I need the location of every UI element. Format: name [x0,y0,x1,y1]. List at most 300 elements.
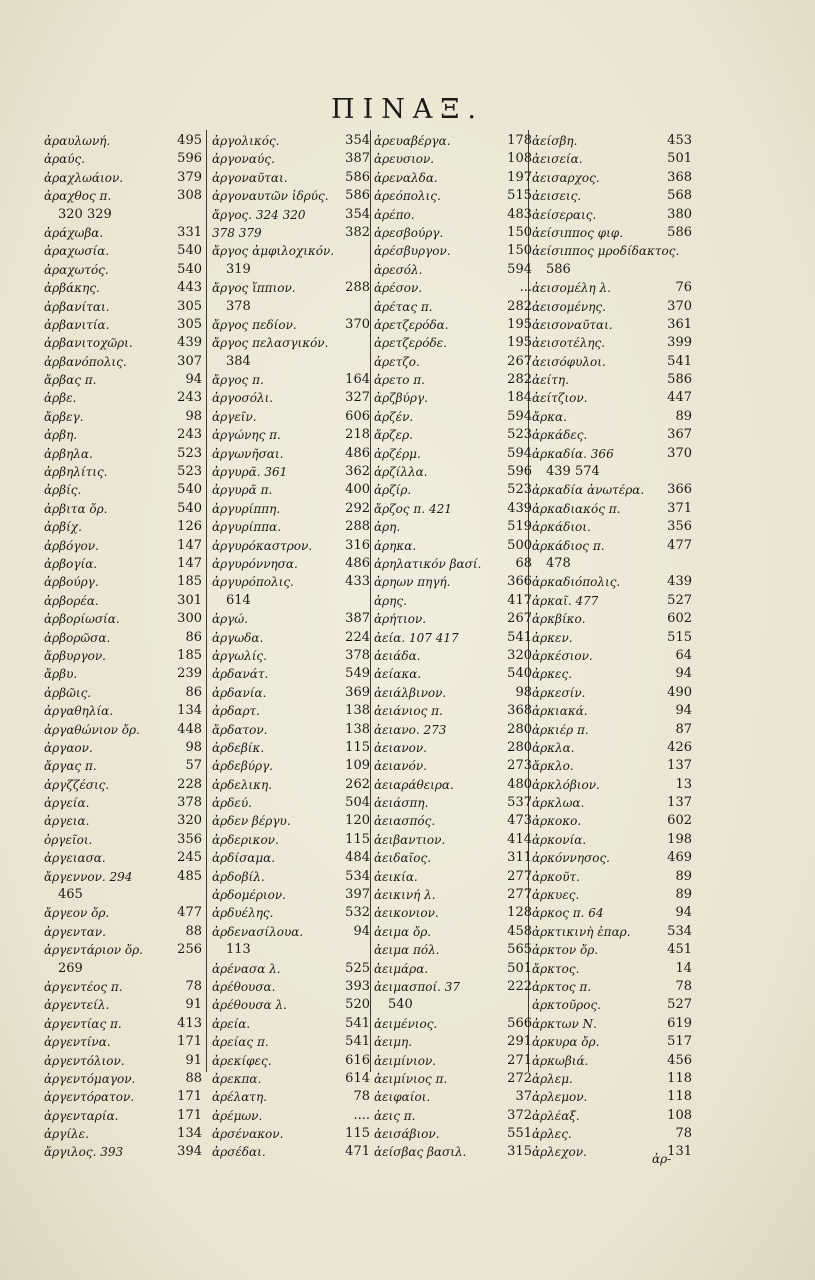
entry-page-number: 57 [185,758,202,774]
entry-page-number: 501 [507,960,532,976]
entry-page-number: 307 [177,353,202,369]
index-entry [212,1088,370,1106]
entry-headword: ἀρδομέριον. [212,888,286,903]
index-entry [532,831,692,849]
entry-headword: ἀργενταν. [44,924,106,939]
entry-page-number: 315 [507,1144,532,1160]
entry-headword: ἀρετζο. [374,354,420,369]
entry-headword: ἀρήτιον. [374,612,427,627]
index-entry [44,334,202,352]
entry-headword: ἀειάνιος π. [374,704,443,719]
entry-headword: ἀρλεμ. [532,1071,573,1086]
entry-headword: ἀειάδα. [374,648,421,663]
index-entry [44,904,202,922]
index-entry [374,518,532,536]
entry-page-number: 458 [507,923,532,939]
entry-page-number: 361 [667,316,692,332]
entry-headword: ἀρκεσίν. [532,685,586,700]
index-entry [374,408,532,426]
entry-headword: ἀείακα. [374,667,422,682]
entry-headword: ἀειμα ὄρ. [374,924,432,939]
entry-headword: ἀρεκίφες. [212,1053,272,1068]
entry-headword: ἀρδανία. [212,685,267,700]
entry-headword: ἀργοσόλι. [212,391,274,406]
entry-headword: ἄρζος π. 421 [374,501,452,516]
entry-page-number: 532 [345,905,370,921]
entry-page-number: 282 [507,298,532,314]
index-entry [212,794,370,812]
index-entry [212,481,370,499]
entry-headword: ἀργοναῦται. [212,170,288,185]
index-entry [532,481,692,499]
entry-page-number: 568 [667,188,692,204]
entry-page-number: 387 [345,611,370,627]
index-entry [44,206,202,224]
index-entry [44,463,202,481]
entry-headword: ἄργεον ὄρ. [44,906,110,921]
entry-headword: ἀργυρίππη. [212,501,281,516]
entry-headword: ἀρλεχον. [532,1145,587,1160]
entry-page-number: 486 [345,555,370,571]
entry-page-number: 91 [185,1052,202,1068]
entry-headword: ἄργος ἀμφιλοχικόν. [212,244,335,259]
index-entry [532,555,692,573]
entry-page-number: 483 [507,206,532,222]
index-entry [212,187,370,205]
index-entry [374,463,532,481]
entry-headword: ἀρδυέλης. [212,906,274,921]
entry-page-number: 282 [507,372,532,388]
entry-page-number: 88 [185,923,202,939]
index-entry [532,132,692,150]
entry-page-number: 354 [345,206,370,222]
entry-page-number: 87 [675,721,692,737]
entry-headword: ἀρβανιτοχῶρι. [44,336,133,351]
index-entry [532,849,692,867]
index-entry [374,298,532,316]
entry-page-number: 98 [515,684,532,700]
entry-page-number: 311 [507,850,532,866]
entry-page-number: 280 [507,721,532,737]
entry-page-number [688,463,692,481]
entry-headword: ἀργίλε. [44,1127,89,1142]
entry-headword: ἀργζζέσις. [44,777,110,792]
entry-headword: ἀργεντόλιον. [44,1053,125,1068]
index-entry [374,960,532,978]
index-entry [532,776,692,794]
entry-page-number: 426 [667,739,692,755]
entry-page-number: 88 [185,1070,202,1086]
entry-page-number: 413 [177,1015,202,1031]
entry-headword: ἀρβογία. [44,556,98,571]
entry-headword: ἀεισαρχος. [532,170,600,185]
entry-headword: ἀειασπός. [374,814,436,829]
entry-headword: 465 [58,887,83,903]
entry-page-number: 197 [507,169,532,185]
entry-headword: ἀρκωβιά. [532,1053,589,1068]
entry-headword: ἄργος. 324 320 [212,207,306,222]
entry-page-number: 565 [507,942,532,958]
entry-headword: ἀρκτικινὴ ἐπαρ. [532,924,631,939]
entry-headword: ἀειάσπη. [374,796,429,811]
entry-headword: ἀρκοῦτ. [532,869,580,884]
entry-page-number: 78 [675,1126,692,1142]
entry-page-number: 540 [507,666,532,682]
entry-page-number: 272 [507,1070,532,1086]
entry-headword: ἀργυρόπολις. [212,575,294,590]
index-entry [212,757,370,775]
entry-page-number: 138 [345,703,370,719]
index-entry [44,298,202,316]
index-entry [44,629,202,647]
entry-headword: ἀρβη. [44,428,78,443]
entry-headword: ἄργος πεδίον. [212,317,297,332]
entry-page-number: 185 [177,647,202,663]
index-entry [374,647,532,665]
index-entry [44,261,202,279]
entry-headword: ἀειμασποί. 37 [374,979,461,994]
entry-headword: ἀρβόγον. [44,538,99,553]
entry-page-number: 471 [345,1144,370,1160]
entry-page-number: 271 [507,1052,532,1068]
entry-headword: ἀρβανίται. [44,299,110,314]
entry-headword: ἀρετζερόδα. [374,317,449,332]
index-entry [374,279,532,297]
index-entry [532,150,692,168]
entry-page-number: 13 [675,776,692,792]
entry-headword: ἀρκέσιον. [532,648,593,663]
entry-headword: 439 574 [546,464,600,480]
index-entry [374,445,532,463]
entry-headword: ἀραυλωνή. [44,134,111,148]
index-entry [532,721,692,739]
index-column-4 [532,132,692,1162]
entry-page-number [366,261,370,279]
index-entry [212,776,370,794]
entry-page-number: 378 [177,795,202,811]
entry-headword: 614 [226,592,251,608]
entry-headword: ἀρεόπολις. [374,189,441,204]
index-entry [212,371,370,389]
index-entry [212,629,370,647]
entry-headword: ἀργαθώνιον ὄρ. [44,722,140,737]
index-entry [44,665,202,683]
index-entry [532,684,692,702]
entry-page-number: 549 [345,666,370,682]
index-entry [532,187,692,205]
index-entry [212,904,370,922]
entry-headword: ἀργοναύς. [212,152,275,167]
index-entry [532,334,692,352]
entry-page-number: 614 [345,1070,370,1086]
entry-headword: ἀρκτοῦρος. [532,998,601,1013]
entry-headword: ἀεισάβιον. [374,1127,440,1142]
entry-headword: ἀρκυες. [532,888,580,903]
entry-headword: ἀειαράθειρα. [374,777,454,792]
entry-page-number: 534 [667,923,692,939]
index-entry [212,353,370,371]
entry-page-number: 305 [177,316,202,332]
entry-headword: ἀργυρίππα. [212,520,282,535]
entry-headword: ἀργεντείλ. [44,998,110,1013]
index-entry [374,592,532,610]
entry-headword: ἀρέθουσα. [212,979,276,994]
entry-page-number: 280 [507,739,532,755]
entry-headword: ἄργιλος. 393 [44,1145,124,1160]
entry-headword: ἄρκα. [532,409,567,424]
index-entry [212,665,370,683]
entry-page-number: 602 [667,813,692,829]
entry-page-number: 94 [675,905,692,921]
index-entry [44,481,202,499]
index-entry [212,1052,370,1070]
entry-headword: ἀρέμων. [212,1108,263,1123]
entry-page-number: 305 [177,298,202,314]
entry-page-number: 515 [667,629,692,645]
page-title: ΠΙΝΑΞ. [331,94,484,125]
index-entry [44,1107,202,1125]
entry-headword: ἀεισόφυλοι. [532,354,606,369]
entry-headword: 586 [546,261,571,277]
index-entry [44,978,202,996]
index-entry [212,996,370,1014]
entry-headword: ἀρσένακον. [212,1127,284,1142]
entry-headword: ἀργενταρία. [44,1108,119,1123]
entry-page-number: 68 [515,555,532,571]
column-rule [206,130,207,1072]
entry-page-number: 89 [675,868,692,884]
entry-page-number: 477 [177,905,202,921]
entry-headword: ἀείτζιον. [532,391,588,406]
entry-headword: ἀεισοναῦται. [532,317,613,332]
column-rule [370,130,371,1072]
entry-page-number: 527 [667,997,692,1013]
entry-headword: ἀράχωβα. [44,225,104,240]
index-entry [212,684,370,702]
entry-headword: ἀρδαρτ. [212,704,260,719]
index-entry [44,996,202,1014]
entry-page-number: 520 [345,997,370,1013]
index-entry [44,886,202,904]
entry-page-number: 362 [345,464,370,480]
entry-headword: ἀρδίσαμα. [212,851,276,866]
index-entry [374,702,532,720]
entry-headword: ἄργεννον. 294 [44,869,133,884]
index-entry [374,389,532,407]
entry-headword: ἀείσβη. [532,134,578,148]
index-entry [374,776,532,794]
entry-page-number: 397 [345,887,370,903]
index-entry [532,868,692,886]
index-entry [44,647,202,665]
entry-page-number: 527 [667,592,692,608]
index-entry [532,206,692,224]
entry-headword: ἀργεντάριον ὄρ. [44,943,143,958]
index-entry [532,1088,692,1106]
entry-page-number: 184 [507,390,532,406]
index-entry [44,794,202,812]
index-entry [44,1143,202,1161]
entry-page-number: 380 [667,206,692,222]
index-entry [374,537,532,555]
index-entry [532,1070,692,1088]
entry-headword: ἀρβηλα. [44,446,93,461]
entry-headword: ἀργώ. [212,612,248,627]
entry-headword: ἀργώνης π. [212,428,281,443]
index-entry [44,757,202,775]
index-entry [212,426,370,444]
entry-headword: ἄργας π. [44,759,97,774]
entry-page-number [366,592,370,610]
entry-headword: ἀειβαντιον. [374,832,446,847]
entry-page-number: 164 [345,372,370,388]
index-entry [532,904,692,922]
entry-page-number: 171 [177,1089,202,1105]
entry-page-number: 320 [507,647,532,663]
entry-page-number: 456 [667,1052,692,1068]
entry-page-number: 109 [345,758,370,774]
index-entry [212,537,370,555]
entry-headword: ἀειδαῖος. [374,851,432,866]
entry-page-number: 273 [507,758,532,774]
entry-headword: ἀρλες. [532,1127,572,1142]
index-entry [212,592,370,610]
entry-headword: ἀρκτων Ν. [532,1016,597,1031]
index-entry [44,812,202,830]
entry-headword: ἀργεντίας π. [44,1016,122,1031]
entry-page-number: 400 [345,482,370,498]
entry-page-number: 366 [667,482,692,498]
entry-page-number: 134 [177,1126,202,1142]
entry-page-number: 320 [177,813,202,829]
entry-page-number: ... [519,280,532,296]
entry-page-number: 448 [177,721,202,737]
index-entry [532,573,692,591]
index-entry [44,960,202,978]
entry-page-number: 94 [675,666,692,682]
entry-page-number: 86 [185,629,202,645]
entry-page-number [198,960,202,978]
entry-page-number: 256 [177,942,202,958]
entry-page-number: 541 [507,629,532,645]
entry-page-number: 138 [345,721,370,737]
entry-headword: ἀρδενασίλουα. [212,924,304,939]
entry-page-number: 228 [177,776,202,792]
index-entry [44,1052,202,1070]
entry-page-number: 288 [345,519,370,535]
index-entry [532,389,692,407]
index-entry [532,1033,692,1051]
index-entry [212,1070,370,1088]
index-entry [44,187,202,205]
index-entry [44,224,202,242]
entry-page-number: 372 [507,1107,532,1123]
index-entry [212,206,370,224]
entry-headword: ἀρκάδιος π. [532,538,605,553]
entry-page-number: 218 [345,427,370,443]
entry-headword: ἀρβίχ. [44,520,82,535]
entry-headword: ἀρβανιτία. [44,317,110,332]
entry-page-number: 370 [667,298,692,314]
entry-page-number: 126 [177,519,202,535]
entry-headword: ἄρβεγ. [44,409,84,424]
entry-page-number: 91 [185,997,202,1013]
entry-headword: ἀρκαῖ. 477 [532,593,599,608]
entry-headword: ἀεία. 107 417 [374,630,459,645]
index-entry [44,739,202,757]
entry-headword: ἀρζέν. [374,409,414,424]
entry-headword: ἀργεντίνα. [44,1035,111,1050]
index-entry [212,978,370,996]
entry-headword: ἀρδεβίκ. [212,740,265,755]
entry-page-number: 500 [507,537,532,553]
index-entry [212,812,370,830]
entry-headword: 384 [226,353,251,369]
index-entry [374,978,532,996]
entry-page-number: 417 [507,592,532,608]
entry-headword: ἀρβορίωσία. [44,612,120,627]
entry-page-number: 534 [345,868,370,884]
entry-page-number: 308 [177,188,202,204]
entry-headword: ἀργωνῆσαι. [212,446,284,461]
index-entry [532,371,692,389]
entry-page-number: 94 [185,372,202,388]
entry-headword: ἄρκτος. [532,961,580,976]
entry-page-number: 504 [345,795,370,811]
index-entry [532,923,692,941]
entry-page-number: .... [353,1107,370,1123]
entry-headword: ἀρβορέα. [44,593,99,608]
entry-headword: ἄργος ἵππιον. [212,281,296,296]
index-entry [44,353,202,371]
entry-headword: ἀρδεν βέργυ. [212,814,291,829]
index-entry [212,702,370,720]
index-entry [212,831,370,849]
entry-page-number: 98 [185,408,202,424]
index-entry [44,702,202,720]
entry-headword: ἀρκονία. [532,832,587,847]
index-entry [374,684,532,702]
index-entry [212,941,370,959]
index-entry [44,389,202,407]
entry-page-number: 331 [177,224,202,240]
index-entry [374,1015,532,1033]
entry-headword: ἀρετζερόδε. [374,336,447,351]
entry-headword: 378 [226,298,251,314]
entry-headword: ἀειανόν. [374,759,427,774]
entry-headword: ἄργος πελασγικόν. [212,336,329,351]
entry-page-number: 356 [177,831,202,847]
entry-headword: ἀρζίλλα. [374,465,428,480]
entry-headword: ἀρκάδες. [532,428,588,443]
entry-page-number: 393 [345,978,370,994]
index-entry [374,481,532,499]
entry-headword: ἀργειασα. [44,851,106,866]
index-entry [532,518,692,536]
entry-page-number [688,555,692,573]
entry-headword: ἀρεία. [212,1016,251,1031]
index-entry [532,279,692,297]
entry-headword: ἀρβῶις. [44,685,92,700]
entry-page-number: 433 [345,574,370,590]
entry-page-number: 137 [667,758,692,774]
entry-page-number: 594 [507,408,532,424]
entry-page-number: 115 [345,739,370,755]
entry-page-number [688,261,692,279]
entry-page-number: 368 [507,703,532,719]
entry-headword: ἀεικινή λ. [374,888,436,903]
entry-headword: ὀργεῖοι. [44,832,93,847]
